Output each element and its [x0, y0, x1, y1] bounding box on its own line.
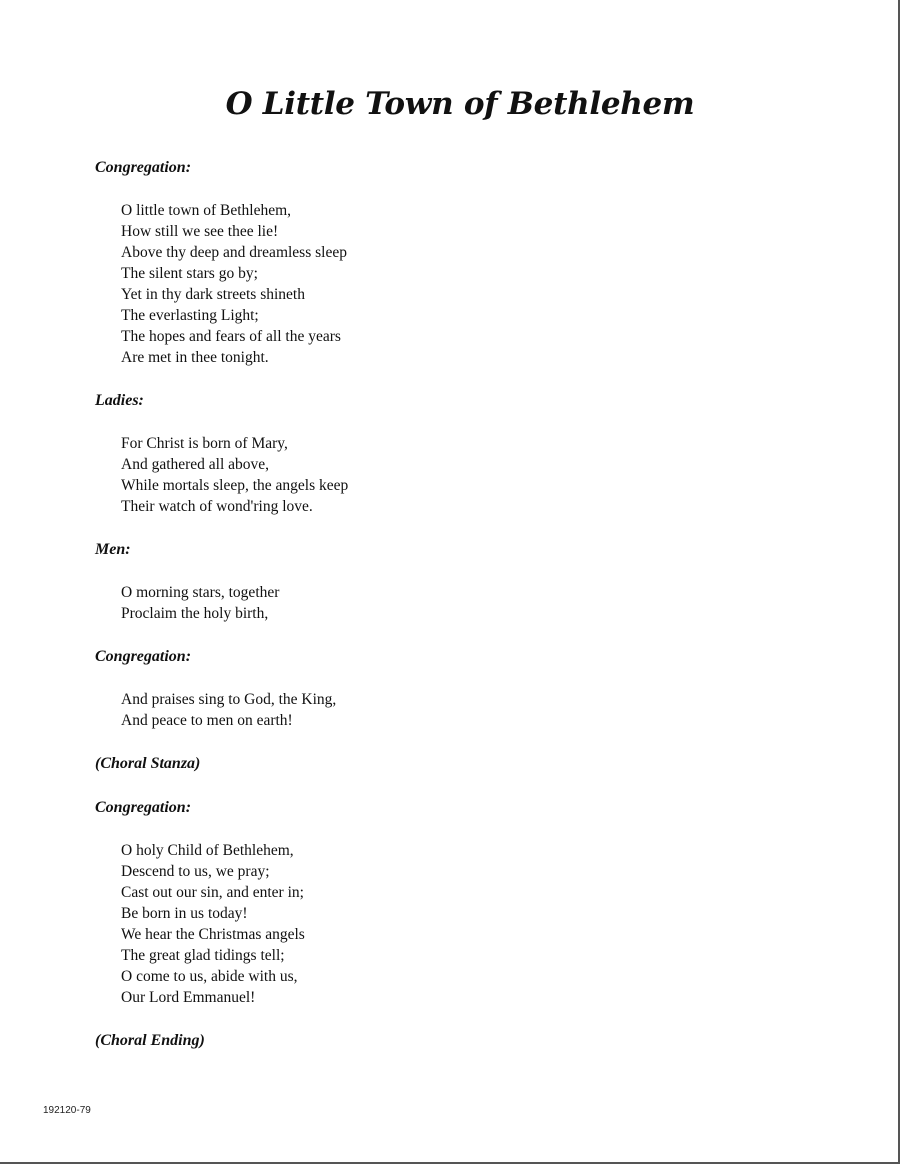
- section-men: [95, 539, 695, 646]
- verse-line: O morning stars, together: [121, 584, 280, 601]
- verse-line: Above thy deep and dreamless sleep: [121, 244, 347, 261]
- verse-line: Their watch of wond'ring love.: [121, 498, 313, 515]
- verse-line: Proclaim the holy birth,: [121, 605, 269, 622]
- verse-line: Our Lord Emmanuel!: [121, 989, 256, 1006]
- verse-line: O holy Child of Bethlehem,: [121, 842, 294, 859]
- verse-line: The silent stars go by;: [121, 265, 258, 282]
- verse-line: The hopes and fears of all the years: [121, 328, 341, 345]
- section-congregation-1: [95, 157, 695, 390]
- section-label: Men:: [95, 541, 131, 558]
- section-label: Congregation:: [95, 159, 192, 176]
- verse: [95, 840, 695, 1008]
- catalog-number: 192120-79: [43, 1105, 91, 1116]
- verse-line: O little town of Bethlehem,: [121, 202, 292, 219]
- verse-line: And gathered all above,: [121, 456, 270, 473]
- section-label: Congregation:: [95, 799, 192, 816]
- verse-line: Be born in us today!: [121, 905, 248, 922]
- section-choral-stanza: [95, 753, 695, 797]
- verse-line: Are met in thee tonight.: [121, 349, 269, 366]
- section-choral-ending: [95, 1030, 695, 1051]
- verse-line: Yet in thy dark streets shineth: [121, 286, 305, 303]
- verse-line: While mortals sleep, the angels keep: [121, 477, 349, 494]
- section-label: Congregation:: [95, 648, 192, 665]
- verse: [95, 433, 695, 517]
- section-congregation-3: [95, 797, 695, 1030]
- verse-line: O come to us, abide with us,: [121, 968, 298, 985]
- verse-line: The great glad tidings tell;: [121, 947, 285, 964]
- choral-ending-label: (Choral Ending): [95, 1032, 205, 1049]
- verse-line: The everlasting Light;: [121, 307, 259, 324]
- verse: [95, 200, 695, 368]
- verse-line: And praises sing to God, the King,: [121, 691, 337, 708]
- section-ladies: [95, 390, 695, 539]
- verse-line: Descend to us, we pray;: [121, 863, 270, 880]
- verse-line: Cast out our sin, and enter in;: [121, 884, 304, 901]
- hymn-content: [95, 157, 695, 1051]
- section-label: Ladies:: [95, 392, 144, 409]
- section-congregation-2: [95, 646, 695, 753]
- verse: [95, 582, 695, 624]
- verse-line: We hear the Christmas angels: [121, 926, 305, 943]
- verse-line: For Christ is born of Mary,: [121, 435, 288, 452]
- hymn-title: O Little Town of Bethlehem: [225, 86, 695, 122]
- verse-line: And peace to men on earth!: [121, 712, 293, 729]
- choral-stanza-label: (Choral Stanza): [95, 755, 201, 772]
- verse: [95, 689, 695, 731]
- verse-line: How still we see thee lie!: [121, 223, 279, 240]
